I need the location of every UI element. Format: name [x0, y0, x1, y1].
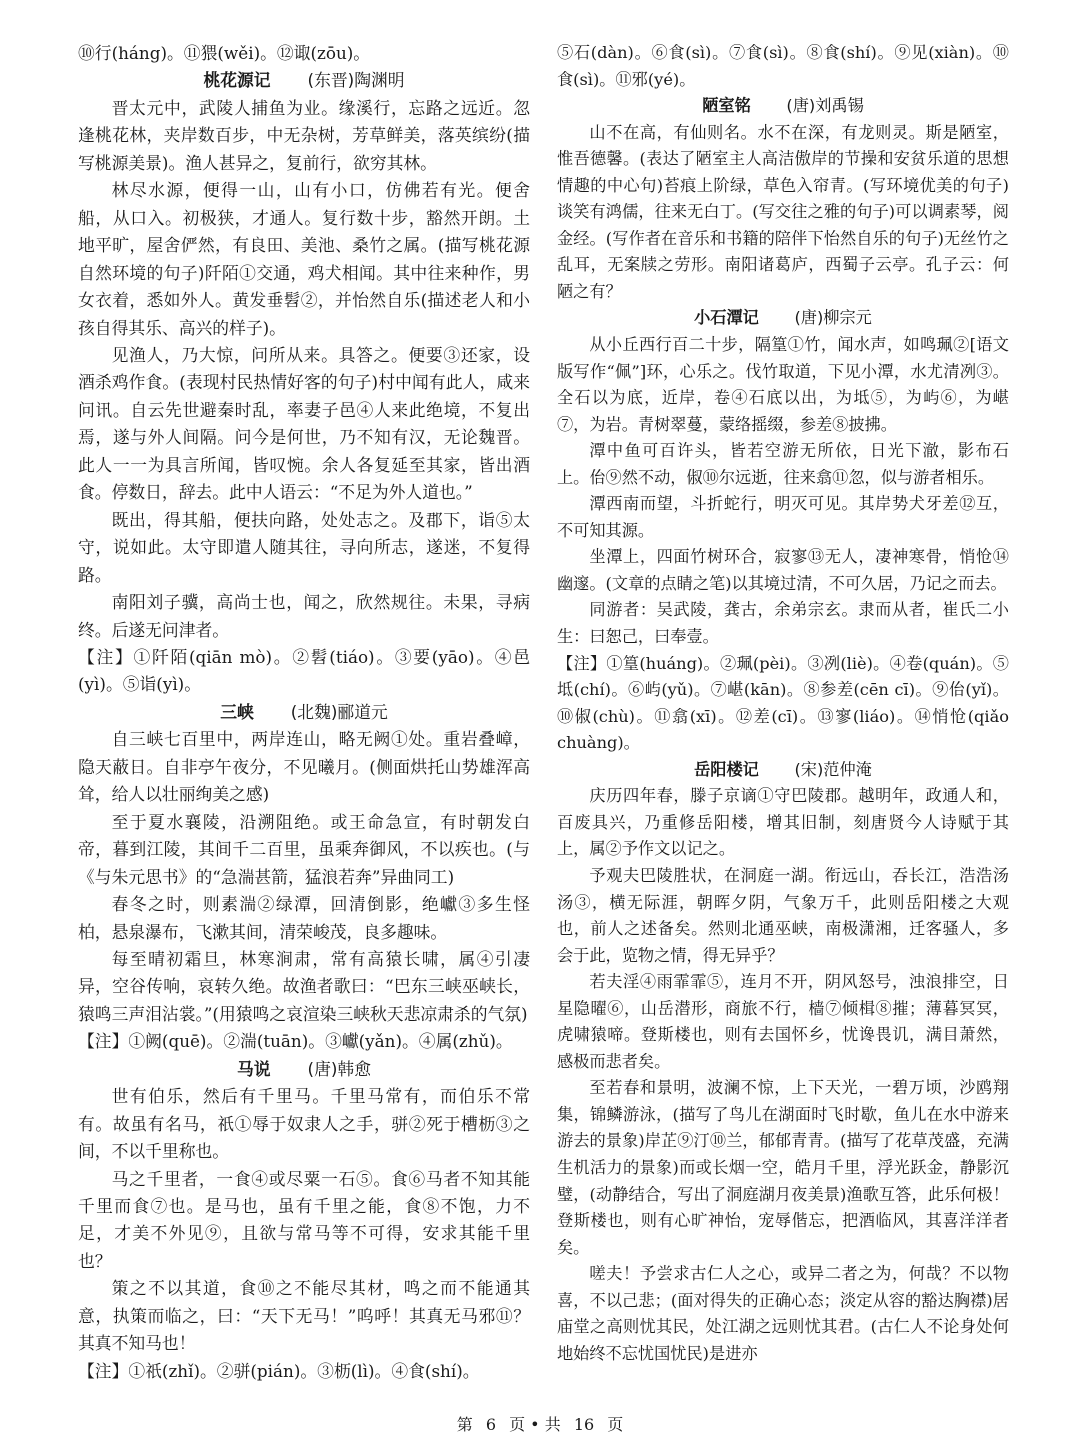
- text-paragraph: 晋太元中，武陵人捕鱼为业。缘溪行，忘路之远近。忽逢桃花林，夹岸数百步，中无杂树，芳草鲜美，落英缤纷(描写桃源美景)。渔人甚异之，复前行，欲穷其林。: [78, 97, 530, 173]
- right-column: [557, 40, 1009, 1367]
- text-paragraph: 马之千里者，一食④或尽粟一石⑤。食⑥马者不知其能千里而食⑦也。是马也，虽有千里之能，食⑧不饱，力不足，才美不外见⑨，且欲与常马等不可得，安求其能千里也？: [78, 1168, 530, 1271]
- section-title-name: 小石潭记: [694, 308, 759, 328]
- text-paragraph: 林尽水源，便得一山，山有小口，仿佛若有光。便舍船，从口入。初极狭，才通人。复行数十步，豁然开朗。土地平旷，屋舍俨然，有良田、美池、桑竹之属。(描写桃花源自然环境的句子)阡陌①交通，鸡犬相闻。其中往来种作，男女衣着，悉如外人。黄发垂髫②，并怡然自乐(描述老人和小孩自得其乐、高兴的样子)。: [78, 180, 530, 338]
- text-paragraph: 至于夏水襄陵，沿溯阻绝。或王命急宣，有时朝发白帝，暮到江陵，其间千二百里，虽乘奔御风，不以疾也。(与《与朱元思书》的“急湍甚箭，猛浪若奔”异曲同工): [78, 811, 530, 887]
- text-paragraph: 山不在高，有仙则名。水不在深，有龙则灵。斯是陋室，惟吾德馨。(表达了陋室主人高洁傲岸的节操和安贫乐道的思想情趣的中心句)苔痕上阶绿，草色入帘青。(写环境优美的句子)谈笑有鸿儒，往来无白丁。(写交往之雅的句子)可以调素琴，阅金经。(写作者在音乐和书籍的陪伴下怡然自乐的句子)无丝竹之乱耳，无案牍之劳形。南阳诸葛庐，西蜀子云亭。孔子云：何陋之有？: [557, 122, 1009, 301]
- text-paragraph: 策之不以其道，食⑩之不能尽其材，鸣之而不能通其意，执策而临之，曰：“天下无马！”呜呼！其真无马邪⑪？其真不知马也！: [78, 1278, 530, 1354]
- section-title: [557, 93, 1009, 120]
- annotation-note: 【注】①祇(zhǐ)。②骈(pián)。③枥(lì)。④食(shí)。: [78, 1360, 480, 1381]
- footer-total-pages: 16: [573, 1415, 595, 1434]
- text-paragraph: 从小丘西行百二十步，隔篁①竹，闻水声，如鸣珮②[语文版写作“佩”]环，心乐之。伐竹取道，下见小潭，水尤清冽③。全石以为底，近岸，卷④石底以出，为坻⑤，为屿⑥，为嵁⑦，为岩。青树翠蔓，蒙络摇缀，参差⑧披拂。: [557, 335, 1009, 434]
- footer-page-number: 6: [485, 1415, 496, 1434]
- text-paragraph: 至若春和景明，波澜不惊，上下天光，一碧万顷，沙鸥翔集，锦鳞游泳，(描写了鸟儿在湖面时飞时歇，鱼儿在水中游来游去的景象)岸芷⑨汀⑩兰，郁郁青青。(描写了花草茂盛，充满生机活力的景象)而或长烟一空，皓月千里，浮光跃金，静影沉璧，(动静结合，写出了洞庭湖月夜美景)渔歌互答，此乐何极！登斯楼也，则有心旷神怡，宠辱偕忘，把酒临风，其喜洋洋者矣。: [557, 1078, 1009, 1257]
- section-title-name: 桃花源记: [203, 70, 271, 91]
- text-paragraph: 潭西南而望，斗折蛇行，明灭可见。其岸势犬牙差⑫互，不可知其源。: [557, 494, 1009, 540]
- footer-prefix: 第: [456, 1415, 473, 1434]
- annotation-note: ⑤石(dàn)。⑥食(sì)。⑦食(sì)。⑧食(shí)。⑨见(xiàn)。⑩食(sì)。⑪邪(yé)。: [557, 43, 1009, 89]
- text-paragraph: 嗟夫！予尝求古仁人之心，或异二者之为，何哉？不以物喜，不以己悲；(面对得失的正确心态；淡定从容的豁达胸襟)居庙堂之高则忧其民，处江湖之远则忧其君。(古仁人不论身处何地始终不忘忧国忧民)是进亦: [557, 1264, 1009, 1363]
- text-paragraph: 见渔人，乃大惊，问所从来。具答之。便要③还家，设酒杀鸡作食。(表现村民热情好客的句子)村中闻有此人，咸来问讯。自云先世避秦时乱，率妻子邑④人来此绝境，不复出焉，遂与外人间隔。问今是何世，乃不知有汉，无论魏晋。此人一一为具言所闻，皆叹惋。余人各复延至其家，皆出酒食。停数日，辞去。此中人语云：“不足为外人道也。”: [78, 344, 530, 503]
- section-title: [78, 699, 530, 726]
- annotation-note: 【注】①阙(quē)。②湍(tuān)。③巘(yǎn)。④属(zhǔ)。: [78, 1031, 513, 1052]
- text-paragraph: 潭中鱼可百许头，皆若空游无所依，日光下澈，影布石上。佁⑨然不动，俶⑩尔远逝，往来翕⑪忽，似与游者相乐。: [557, 441, 1009, 487]
- text-paragraph: 自三峡七百里中，两岸连山，略无阙①处。重岩叠嶂，隐天蔽日。自非亭午夜分，不见曦月。(侧面烘托山势雄浑高耸，给人以壮丽绚美之感): [78, 729, 530, 805]
- section-title: [78, 1056, 530, 1083]
- annotation-note: ⑩行(háng)。⑪猥(wěi)。⑫诹(zōu)。: [78, 43, 371, 63]
- text-paragraph: 予观夫巴陵胜状，在洞庭一湖。衔远山，吞长江，浩浩汤汤③，横无际涯，朝晖夕阴，气象万千，此则岳阳楼之大观也，前人之述备矣。然则北通巫峡，南极潇湘，迁客骚人，多会于此，览物之情，得无异乎？: [557, 865, 1009, 965]
- section-title: [557, 305, 1009, 332]
- text-paragraph: 庆历四年春，滕子京谪①守巴陵郡。越明年，政通人和，百废具兴，乃重修岳阳楼，增其旧制，刻唐贤今人诗赋于其上，属②予作文以记之。: [557, 786, 1009, 859]
- text-paragraph: 南阳刘子骥，高尚士也，闻之，欣然规往。未果，寻病终。后遂无问津者。: [78, 592, 530, 640]
- section-author: (唐)刘禹锡: [786, 96, 864, 116]
- text-paragraph: 既出，得其船，便扶向路，处处志之。及郡下，诣⑤太守，说如此。太守即遣人随其往，寻向所志，遂迷，不复得路。: [78, 509, 530, 585]
- section-title-name: 三峡: [220, 701, 254, 722]
- section-author: (东晋)陶渊明: [307, 70, 405, 91]
- section-author: (宋)范仲淹: [794, 759, 872, 779]
- section-author: (唐)韩愈: [307, 1058, 371, 1079]
- section-title-name: 陋室铭: [702, 96, 751, 116]
- section-title: [78, 67, 530, 94]
- text-paragraph: 坐潭上，四面竹树环合，寂寥⑬无人，凄神寒骨，悄怆⑭幽邃。(文章的点睛之笔)以其境过清，不可久居，乃记之而去。: [557, 547, 1009, 593]
- left-column: [78, 40, 530, 1385]
- annotation-note: 【注】①阡陌(qiān mò)。②髫(tiáo)。③要(yāo)。④邑(yì)。⑤诣(yì)。: [78, 646, 530, 695]
- section-title-name: 马说: [237, 1058, 271, 1079]
- annotation-note: 【注】①篁(huáng)。②珮(pèi)。③冽(liè)。④卷(quán)。⑤坻(chí)。⑥屿(yǔ)。⑦嵁(kān)。⑧参差(cēn cī)。⑨佁(yǐ)。⑩俶(chù)。⑪翕(xī)。⑫差(cī)。⑬寥(liáo)。⑭悄怆(qiǎo chuàng)。: [557, 653, 1009, 753]
- section-title: [557, 757, 1009, 784]
- footer-suffix: 页: [607, 1415, 624, 1434]
- page-footer: [0, 1412, 1080, 1435]
- section-author: (唐)柳宗元: [794, 308, 872, 328]
- section-author: (北魏)郦道元: [290, 701, 388, 722]
- text-paragraph: 同游者：吴武陵，龚古，余弟宗玄。隶而从者，崔氏二小生：曰恕己，曰奉壹。: [557, 600, 1009, 647]
- section-title-name: 岳阳楼记: [694, 759, 759, 779]
- text-paragraph: 春冬之时，则素湍②绿潭，回清倒影，绝巘③多生怪柏，悬泉瀑布，飞漱其间，清荣峻茂，良多趣味。: [78, 894, 530, 942]
- text-paragraph: 世有伯乐，然后有千里马。千里马常有，而伯乐不常有。故虽有名马，祇①辱于奴隶人之手，骈②死于槽枥③之间，不以千里称也。: [78, 1086, 530, 1162]
- text-paragraph: 若夫淫④雨霏霏⑤，连月不开，阴风怒号，浊浪排空，日星隐曜⑥，山岳潜形，商旅不行，樯⑦倾楫⑧摧；薄暮冥冥，虎啸猿啼。登斯楼也，则有去国怀乡，忧谗畏讥，满目萧然，感极而悲者矣。: [557, 972, 1009, 1071]
- text-paragraph: 每至晴初霜旦，林寒涧肃，常有高猿长啸，属④引凄异，空谷传响，哀转久绝。故渔者歌曰：“巴东三峡巫峡长，猿鸣三声泪沾裳。”(用猿鸣之哀渲染三峡秋天悲凉肃杀的气氛): [78, 948, 530, 1024]
- footer-middle: 页 • 共: [509, 1415, 561, 1434]
